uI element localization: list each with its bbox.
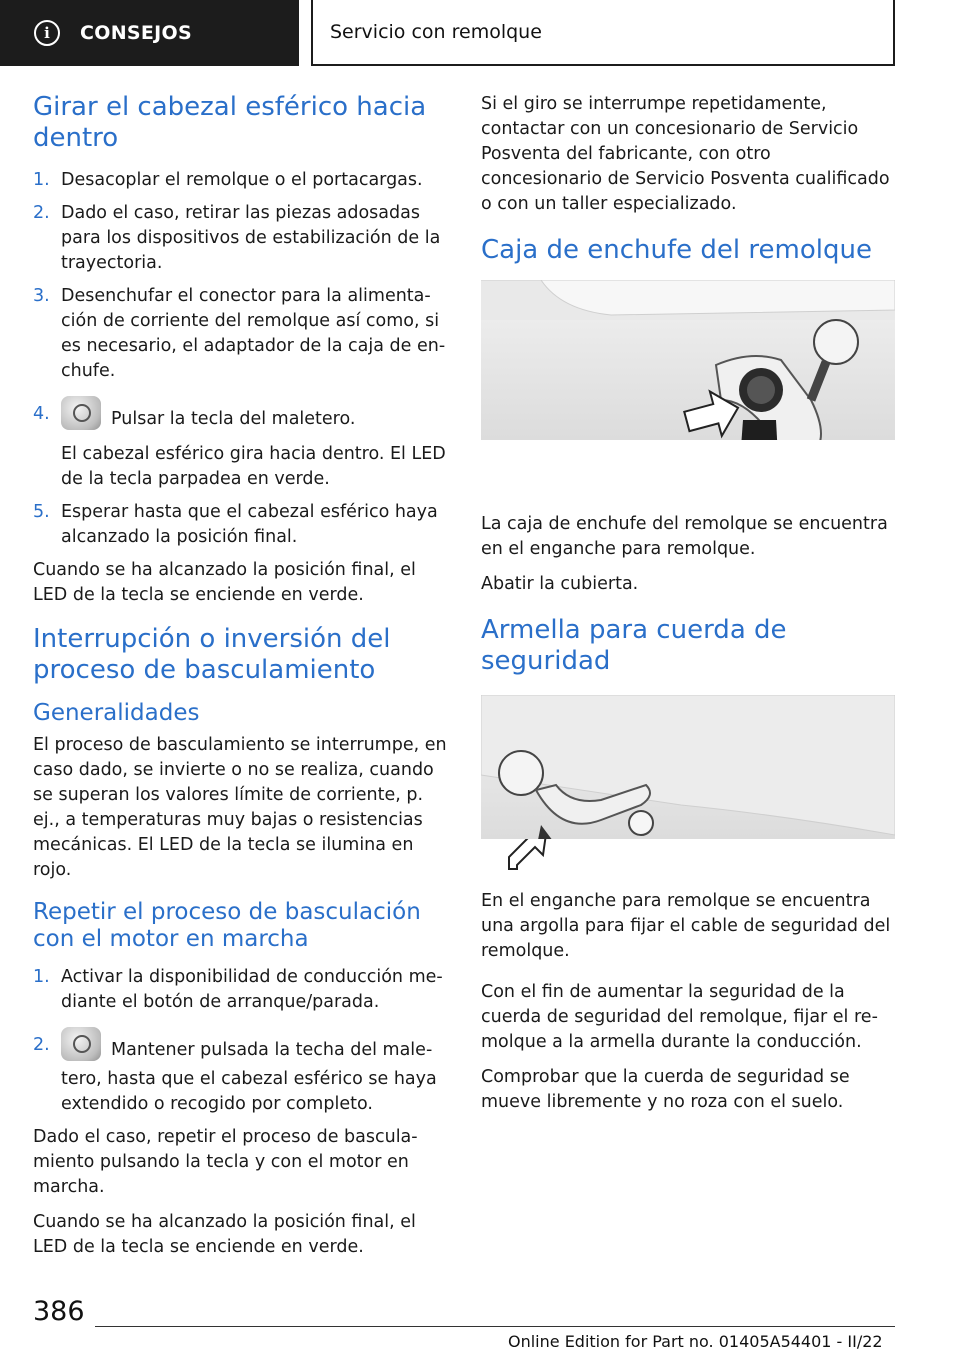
tow-hitch-eye-image [481,695,895,839]
step-text: Desacoplar el remolque o el portacargas. [61,170,423,190]
left-column [33,92,448,1270]
step-result: El cabezal esférico gira hacia dentro. El LED de la tecla parpadea en verde. [61,444,446,489]
step-item [33,965,448,1015]
heading-repeat: Repetir el proceso de basculación con el motor en marcha [33,899,421,952]
repeat-steps [33,965,448,1117]
step-number: 3. [33,286,50,306]
step-text: Dado el caso, retirar las piezas adosadas para los dispositivos de estabilización de la trayectoria. [61,203,441,273]
paragraph: Dado el caso, repetir el proceso de basculamiento pulsando la tecla y con el motor en marcha. [33,1127,418,1197]
heading-retract-ball: Girar el cabezal esférico hacia dentro [33,92,427,153]
paragraph: Cuando se ha alcanzado la posición final, el LED de la tecla se enciende en verde. [33,560,416,605]
paragraph: Cuando se ha alcanzado la posición final, el LED de la tecla se enciende en verde. [33,1212,416,1257]
right-column [481,92,895,1125]
chapter-header [311,0,895,66]
paragraph: Si el giro se interrumpe repetidamente, contactar con un concesionario de Servicio Posventa del fabricante, con otro concesionario de Servicio Posventa cualificado o con un taller especializado. [481,94,890,214]
chapter-title: Servicio con remolque [330,21,542,43]
step-item [33,201,448,276]
step-item [33,1033,448,1117]
step-number: 2. [33,203,50,223]
heading-general: Generalidades [33,700,200,726]
step-number: 1. [33,967,50,987]
section-tab [0,0,299,66]
info-icon: i [34,20,60,46]
step-number: 2. [33,1035,50,1055]
paragraph: Comprobar que la cuerda de seguridad se mueve libremente y no roza con el suelo. [481,1067,850,1112]
heading-safety-eye: Armella para cuerda de seguridad [481,615,787,676]
heading-interruption: Interrupción o inversión del proceso de basculamiento [33,624,391,685]
paragraph: La caja de enchufe del remolque se encuentra en el enganche para remolque. [481,514,888,559]
paragraph: En el enganche para remolque se encuentra una argolla para fijar el cable de seguridad del remolque. [481,891,891,961]
tailgate-button-icon [61,396,101,430]
step-item [33,402,448,492]
paragraph: El proceso de basculamiento se interrumpe, en caso dado, se invierte o no se realiza, cuando se superan los valores límite de corriente, p. ej., a temperaturas muy bajas o resistencias mecánicas. El LED de la tecla se ilumina en rojo. [33,735,447,880]
step-number: 4. [33,404,50,424]
edition-note: Online Edition for Part no. 01405A54401 - II/22 [508,1332,883,1351]
step-text: Pulsar la tecla del maletero. [111,409,356,429]
page-number: 386 [33,1296,85,1327]
step-text: Mantener pulsada la techa del maletero, hasta que el cabezal esférico se haya extendido o recogido por completo. [61,1040,437,1114]
safety-eye-illustration [481,695,895,839]
step-text: Activar la disponibilidad de conducción mediante el botón de arranque/parada. [61,967,443,1012]
step-number: 5. [33,502,50,522]
socket-illustration [481,280,895,440]
step-text: Esperar hasta que el cabezal esférico haya alcanzado la posición final. [61,502,438,547]
step-item [33,168,448,193]
retract-steps [33,168,448,550]
tow-hitch-socket-image [481,280,895,440]
paragraph: Con el fin de aumentar la seguridad de la cuerda de seguridad del remolque, fijar el remolque a la armella durante la conducción. [481,982,878,1052]
step-item [33,500,448,550]
step-item [33,284,448,384]
section-label: CONSEJOS [80,22,192,44]
heading-socket: Caja de enchufe del remolque [481,235,872,265]
footer-divider [95,1326,895,1327]
paragraph: Abatir la cubierta. [481,574,639,594]
tailgate-button-icon [61,1027,101,1061]
step-text: Desenchufar el conector para la alimentación de corriente del remolque así como, si es necesario, el adaptador de la caja de enchufe. [61,286,446,381]
step-number: 1. [33,170,50,190]
